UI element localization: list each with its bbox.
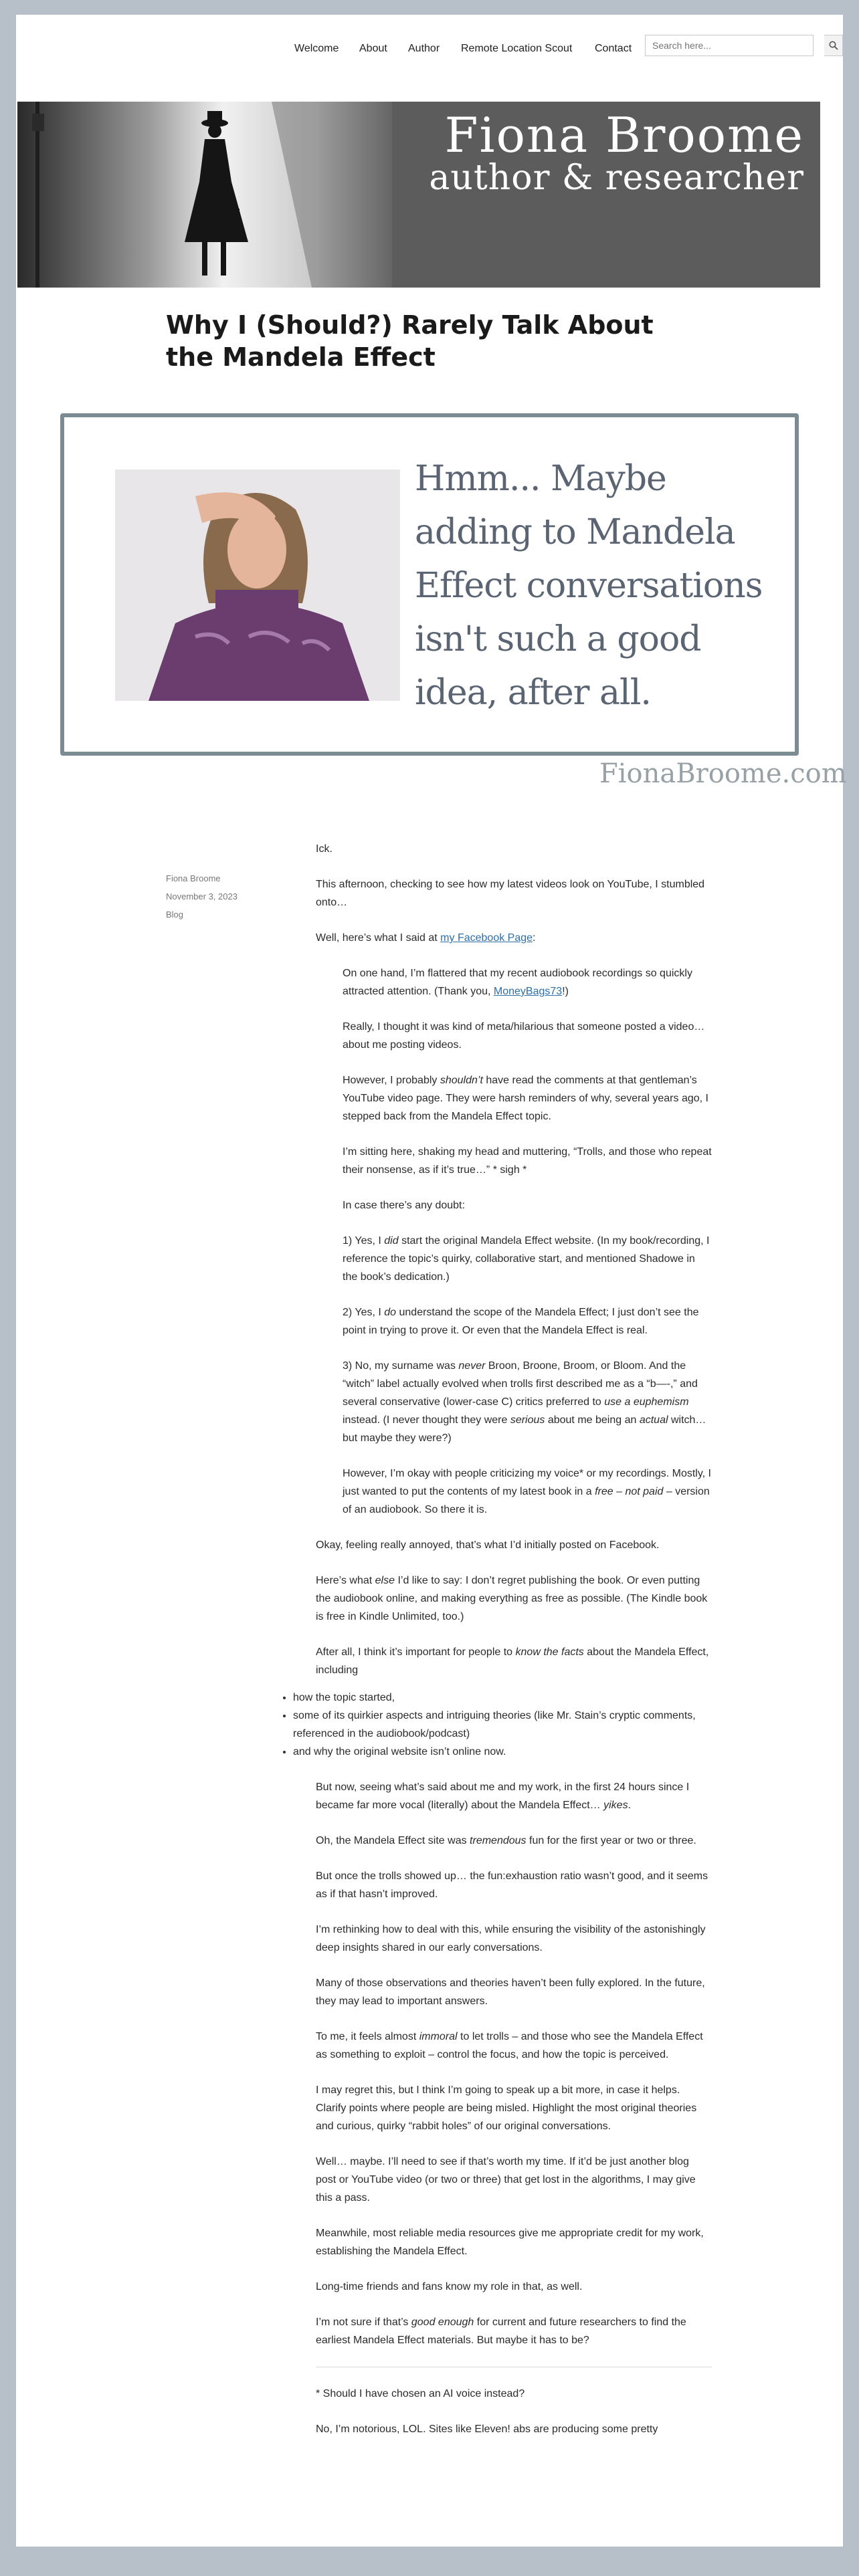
header-banner[interactable] — [17, 102, 820, 288]
search-input[interactable] — [646, 35, 806, 56]
paragraph: Okay, feeling really annoyed, that’s what I’d initially posted on Facebook. — [316, 1539, 660, 1551]
list-item: • and why the original website isn’t online now. — [293, 1743, 712, 1761]
site-title: Fiona Broome — [444, 107, 804, 163]
paragraph: This afternoon, checking to see how my latest videos look on YouTube, I stumbled onto… — [316, 879, 705, 908]
text-span: 3) No, my surname was — [343, 1360, 459, 1372]
emphasis-text: serious — [510, 1414, 545, 1426]
paragraph — [343, 1303, 712, 1339]
text-span: instead. (I never thought they were — [343, 1414, 510, 1426]
emphasis-text: good enough — [411, 2317, 474, 2328]
paragraph: Long-time friends and fans know my role in that, as well. — [316, 2281, 583, 2292]
search-button[interactable] — [824, 35, 843, 56]
nav-welcome[interactable]: Welcome — [294, 43, 339, 54]
emphasis-text: else — [375, 1575, 395, 1586]
list-item: • how the topic started, — [293, 1689, 712, 1707]
paragraph — [316, 2313, 712, 2349]
paragraph: I’m sitting here, shaking my head and muttering, “Trolls, and those who repeat their nonsense, as if it’s true…” * sigh * — [343, 1146, 712, 1176]
post-date[interactable]: November 3, 2023 — [166, 891, 237, 901]
page — [16, 15, 847, 2576]
text-span: !) — [562, 986, 569, 997]
text-span: On one hand, I’m flattered that my recent audiobook recordings so quickly attracted attention. (Thank you, — [343, 968, 692, 997]
emphasis-text: did — [384, 1235, 399, 1247]
paragraph — [316, 1778, 712, 1814]
paragraph — [343, 1232, 712, 1286]
text-span: for current and future researchers to find the earliest Mandela Effect materials. But maybe it has to be? — [316, 2317, 686, 2346]
text-span: witch… but maybe they were?) — [343, 1414, 706, 1444]
nav-remote-location-scout[interactable]: Remote Location Scout — [461, 43, 573, 54]
woman-facepalm-photo — [115, 469, 400, 701]
text-span: However, I probably — [343, 1075, 440, 1086]
post-content — [293, 840, 712, 2456]
text-span: . — [628, 1800, 632, 1811]
paragraph: Well… maybe. I’ll need to see if that’s worth my time. If it’d be just another blog post or YouTube video (or two or three) that get lost in the algorithms, I may give this a pass. — [316, 2156, 696, 2204]
text-span: Broon, Broone, Broom, or Bloom. And the “witch” label actually evolved when trolls first described me as a “b—-,” and several conservative (lower-case C) critics preferred to — [343, 1360, 698, 1408]
moneybags-link[interactable]: MoneyBags73 — [493, 986, 563, 997]
emphasis-text: free – not paid — [595, 1486, 664, 1497]
text-span: After all, I think it’s important for people to — [316, 1646, 516, 1658]
paragraph — [343, 1465, 712, 1519]
text-span: : — [533, 932, 536, 944]
emphasis-text: yikes — [603, 1800, 628, 1811]
banner-photo — [17, 102, 392, 288]
silhouette-woman-image — [17, 102, 392, 288]
bullet-list — [293, 1689, 712, 1761]
text-span: about the Mandela Effect, including — [316, 1646, 709, 1676]
blockquote — [343, 964, 712, 1519]
watermark: FionaBroome.com — [599, 758, 847, 789]
list-item: • some of its quirkier aspects and intriguing theories (like Mr. Stain’s cryptic comments, referenced in the audiobook/podcast) — [293, 1707, 712, 1743]
text-span: Here’s what — [316, 1575, 375, 1586]
emphasis-text: use a euphemism — [604, 1396, 689, 1408]
post-author[interactable]: Fiona Broome — [166, 873, 221, 883]
text-span: I’d like to say: I don’t regret publishing the book. Or even putting the audiobook online, and making everything as free as possible. (The Kindle book is free in Kindle Unlimited, too.) — [316, 1575, 708, 1622]
text-span: to let trolls – and those who see the Mandela Effect as something to exploit – control the focus, and how the topic is perceived. — [316, 2031, 703, 2060]
nav-contact[interactable]: Contact — [595, 43, 632, 54]
search-icon — [829, 41, 838, 50]
text-span: To me, it feels almost — [316, 2031, 419, 2042]
emphasis-text: shouldn’t — [440, 1075, 483, 1086]
paragraph: Many of those observations and theories haven’t been fully explored. In the future, they may lead to important answers. — [316, 1977, 705, 2007]
text-span: have read the comments at that gentleman’s YouTube video page. They were harsh reminders of why, several years ago, I stepped back from the Mandela Effect topic. — [343, 1075, 708, 1122]
text-span: 1) Yes, I — [343, 1235, 385, 1247]
bottom-edge — [0, 2547, 859, 2576]
text-span: fun for the first year or two or three. — [526, 1835, 696, 1846]
featured-image — [60, 413, 799, 756]
paragraph — [316, 929, 712, 947]
paragraph: In case there’s any doubt: — [343, 1200, 465, 1211]
paragraph — [316, 1572, 712, 1626]
emphasis-text: know the facts — [515, 1646, 584, 1658]
paragraph: Really, I thought it was kind of meta/hilarious that someone posted a video… about me posting videos. — [343, 1021, 705, 1051]
site-subtitle: author & researcher — [429, 158, 804, 198]
text-span: understand the scope of the Mandela Effect; I just don’t see the point in trying to prove it. Or even that the Mandela Effect is real. — [343, 1307, 699, 1336]
paragraph — [343, 964, 712, 1000]
paragraph: I may regret this, but I think I’m going to speak up a bit more, in case it helps. Clarify points where people are being misled. Highlight the most original theories and curious, quirky “rabbit holes” of our original conversations. — [316, 2084, 697, 2132]
paragraph — [316, 1832, 712, 1850]
emphasis-text: do — [384, 1307, 397, 1318]
paragraph — [343, 1357, 712, 1447]
text-span: However, I’m okay with people criticizing my voice* or my recordings. Mostly, I just wanted to put the contents of my latest book in a — [343, 1468, 711, 1497]
text-span: But now, seeing what’s said about me and my work, in the first 24 hours since I became far more vocal (literally) about the Mandela Effect… — [316, 1782, 690, 1811]
emphasis-text: actual — [639, 1414, 668, 1426]
paragraph: Ick. — [316, 843, 332, 855]
text-span: – version of an audiobook. So there it is. — [343, 1486, 710, 1515]
feature-quote-text: Hmm... Maybe adding to Mandela Effect conversations isn't such a good idea, after all. — [415, 459, 763, 713]
paragraph: But once the trolls showed up… the fun:exhaustion ratio wasn’t good, and it seems as if that hasn’t improved. — [316, 1870, 708, 1900]
text-span: I’m not sure if that’s — [316, 2317, 411, 2328]
text-span: 2) Yes, I — [343, 1307, 385, 1318]
text-span: Oh, the Mandela Effect site was — [316, 1835, 470, 1846]
search-box — [645, 35, 814, 56]
paragraph: Meanwhile, most reliable media resources give me appropriate credit for my work, establishing the Mandela Effect. — [316, 2228, 704, 2257]
post-title: Why I (Should?) Rarely Talk About the Mandela Effect — [166, 310, 654, 372]
paragraph: I’m rethinking how to deal with this, while ensuring the visibility of the astonishingly deep insights shared in our early conversations. — [316, 1924, 706, 1953]
facebook-page-link[interactable]: my Facebook Page — [440, 932, 533, 944]
post-category[interactable]: Blog — [166, 909, 184, 920]
nav-author[interactable]: Author — [408, 43, 440, 54]
emphasis-text: immoral — [419, 2031, 458, 2042]
nav-about[interactable]: About — [359, 43, 387, 54]
post-meta — [166, 869, 237, 924]
paragraph — [316, 2028, 712, 2064]
emphasis-text: never — [458, 1360, 486, 1372]
paragraph: No, I’m notorious, LOL. Sites like Eleven! abs are producing some pretty — [316, 2424, 658, 2435]
emphasis-text: tremendous — [470, 1835, 527, 1846]
text-span: about me being an — [545, 1414, 640, 1426]
paragraph — [343, 1071, 712, 1125]
text-span: Well, here’s what I said at — [316, 932, 441, 944]
footnote: * Should I have chosen an AI voice instead? — [316, 2388, 525, 2399]
paragraph — [316, 1643, 712, 1679]
text-span: start the original Mandela Effect website. (In my book/recording, I reference the topic’s quirky, collaborative start, and mentioned Shadowe in the book’s dedication.) — [343, 1235, 710, 1283]
